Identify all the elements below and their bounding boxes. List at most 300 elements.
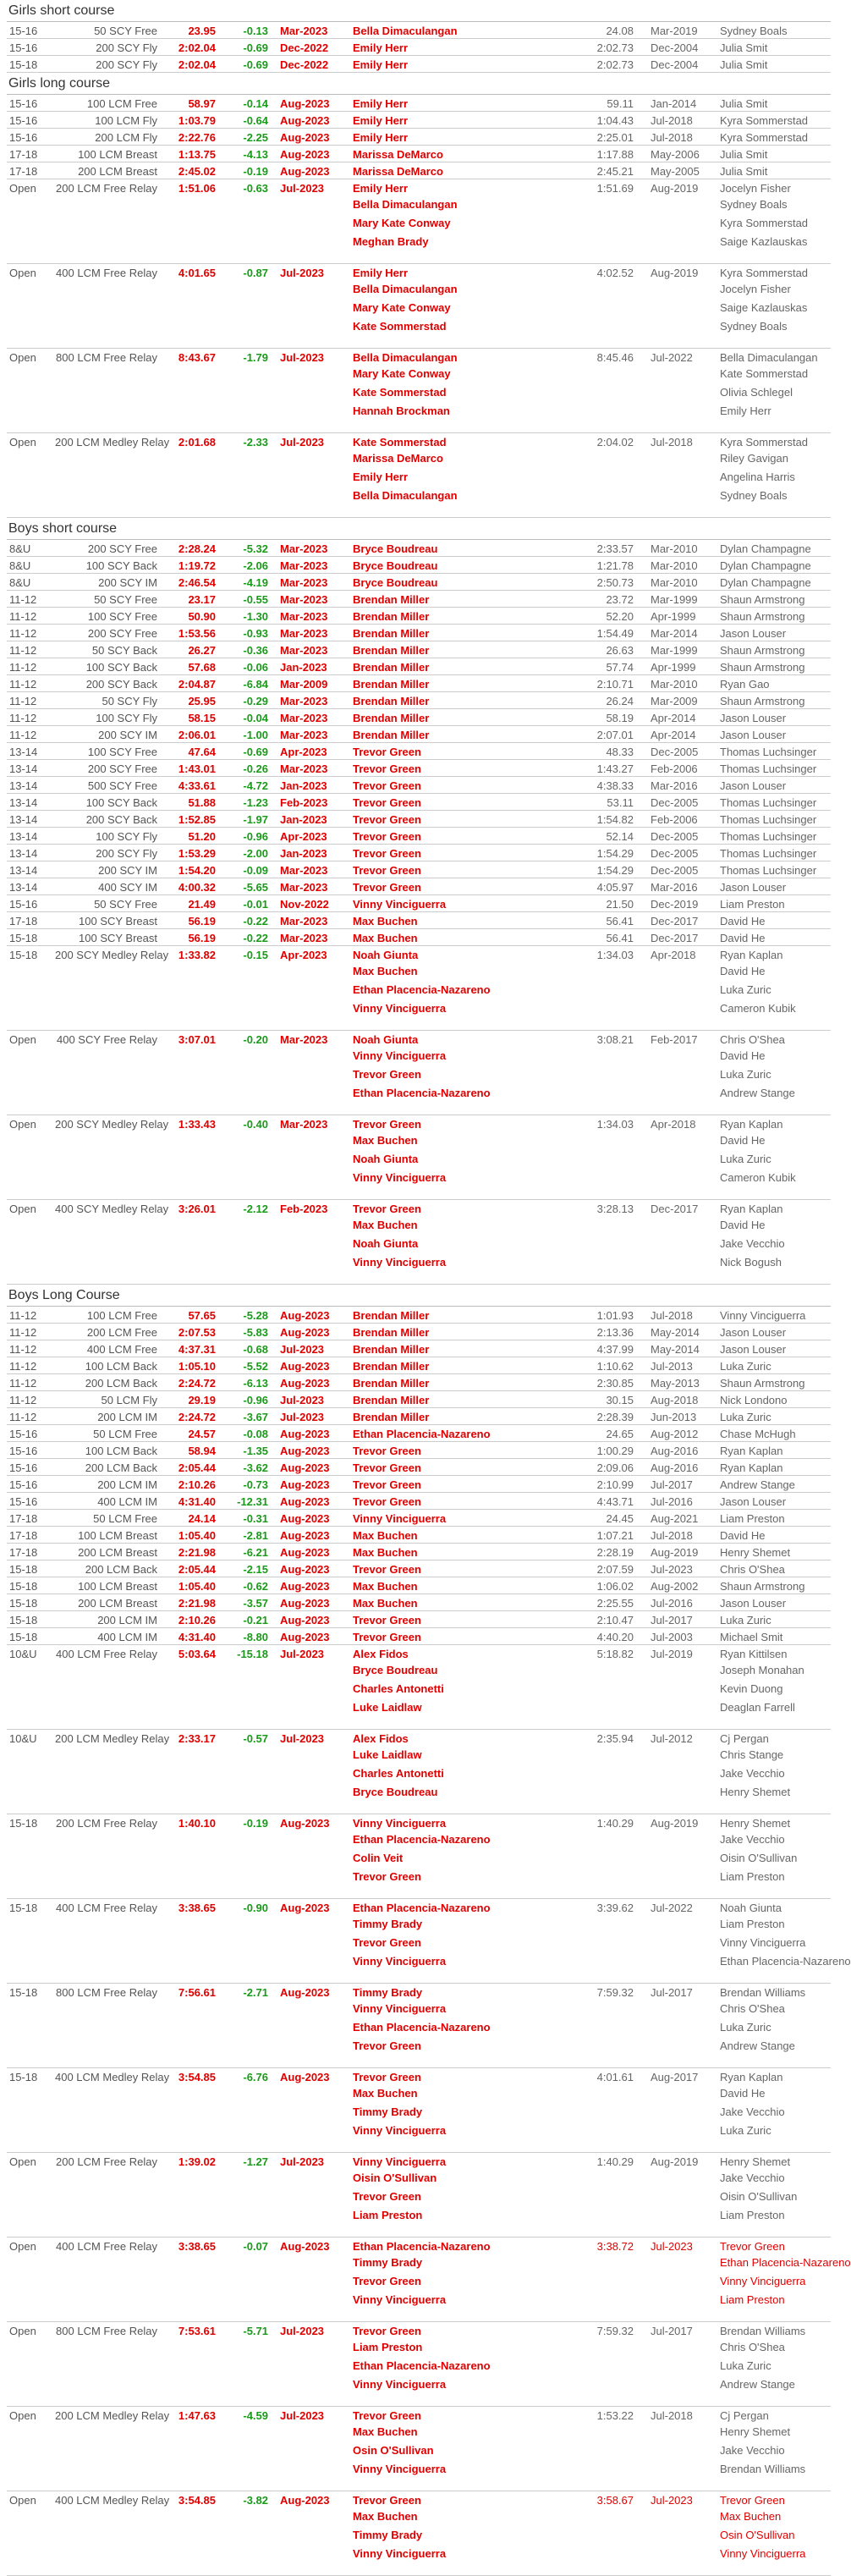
record-swimmers <box>341 829 559 844</box>
age-group: 15-16 <box>9 1445 38 1457</box>
previous-time: 2:07.01 <box>596 729 634 741</box>
record-swimmers <box>341 58 559 72</box>
swimmer-name: Bryce Boudreau <box>353 542 438 555</box>
event-name: 800 LCM Free Relay <box>56 1986 157 1999</box>
previous-swimmers <box>710 130 828 145</box>
previous-swimmer-name: Liam Preston <box>720 1512 785 1525</box>
swimmer-name: Brendan Miller <box>353 627 430 640</box>
record-time: 2:24.72 <box>178 1411 216 1423</box>
previous-swimmer-name: Andrew Stange <box>720 1087 795 1099</box>
previous-time: 2:30.85 <box>596 1377 634 1390</box>
record-time: 56.19 <box>188 915 216 927</box>
record-date: Aug-2023 <box>280 1546 330 1559</box>
age-group: 15-18 <box>9 2071 38 2083</box>
record-row <box>7 591 831 608</box>
age-group: 8&U <box>9 542 31 555</box>
event-name: 200 LCM Free <box>86 1326 157 1339</box>
previous-swimmer-name: Shaun Armstrong <box>720 661 805 674</box>
previous-swimmers <box>710 164 828 179</box>
previous-swimmer-name: Deaglan Farrell <box>720 1701 795 1714</box>
record-date: Jul-2023 <box>280 2409 325 2422</box>
previous-time: 4:38.33 <box>596 779 634 792</box>
time-improvement: -2.33 <box>243 436 268 449</box>
event-name: 200 SCY Free <box>87 627 157 640</box>
record-date: Feb-2023 <box>280 1203 328 1215</box>
previous-swimmer-name: Jason Louser <box>720 1495 787 1508</box>
age-group: 17-18 <box>9 915 38 927</box>
record-row <box>7 1459 831 1476</box>
previous-swimmer-name: Jake Vecchio <box>720 2171 785 2184</box>
swimmer-name: Trevor Green <box>353 2190 421 2203</box>
swimmer-name: Timmy Brady <box>353 1986 423 1999</box>
previous-swimmer-name: Sydney Boals <box>720 320 788 333</box>
previous-swimmers <box>710 1325 828 1340</box>
swimmer-name: Trevor Green <box>353 830 421 843</box>
record-date: Jan-2023 <box>280 779 327 792</box>
time-improvement: -0.40 <box>243 1118 268 1131</box>
previous-time: 1:43.27 <box>596 762 634 775</box>
record-swimmers <box>341 1579 559 1593</box>
previous-time: 3:38.72 <box>596 2240 634 2253</box>
swimmer-name: Vinny Vinciguerra <box>353 1817 447 1830</box>
previous-swimmers <box>710 1511 828 1526</box>
record-time: 2:01.68 <box>178 436 216 449</box>
previous-time: 24.45 <box>606 1512 634 1525</box>
previous-swimmer-name: Liam Preston <box>720 898 785 911</box>
record-time: 1:39.02 <box>178 2155 216 2168</box>
record-date: Jul-2023 <box>280 1411 325 1423</box>
previous-swimmer-name: Ethan Placencia-Nazareno <box>720 1955 851 1968</box>
swimmer-name: Vinny Vinciguerra <box>353 2155 447 2168</box>
previous-time: 26.24 <box>606 695 634 707</box>
previous-swimmer-name: Jake Vecchio <box>720 2444 785 2457</box>
record-swimmers <box>341 609 559 624</box>
time-improvement: -3.57 <box>243 1597 268 1610</box>
record-date: Feb-2023 <box>280 796 328 809</box>
swimmer-name: Mary Kate Conway <box>353 217 451 229</box>
previous-swimmer-name: Ryan Kaplan <box>720 1203 783 1215</box>
previous-swimmers <box>710 1202 828 1272</box>
record-swimmers <box>341 1376 559 1390</box>
record-swimmers <box>341 1410 559 1424</box>
swimmer-name: Alex Fidos <box>353 1732 409 1745</box>
record-row <box>7 760 831 777</box>
swimmer-name: Trevor Green <box>353 847 421 860</box>
event-name: 100 SCY Free <box>87 610 157 623</box>
time-improvement: -0.90 <box>243 1902 268 1914</box>
record-time: 2:07.53 <box>178 1326 216 1339</box>
age-group: 11-12 <box>9 1411 37 1423</box>
age-group: 17-18 <box>9 1529 38 1542</box>
event-name: 100 LCM Back <box>85 1445 157 1457</box>
previous-swimmer-name: Kate Sommerstad <box>720 367 809 380</box>
record-swimmers <box>341 846 559 861</box>
event-name: 200 LCM Breast <box>78 1597 157 1610</box>
event-name: 50 LCM Fly <box>101 1394 157 1406</box>
record-swimmers <box>341 2155 559 2225</box>
previous-swimmers <box>710 1731 828 1802</box>
age-group: 15-18 <box>9 1580 38 1593</box>
previous-date: Dec-2005 <box>651 864 699 877</box>
record-swimmers <box>341 626 559 641</box>
record-date: Aug-2023 <box>280 1309 330 1322</box>
record-date: Nov-2022 <box>280 898 329 911</box>
previous-date: Jul-2022 <box>651 351 693 364</box>
record-swimmers <box>341 1545 559 1560</box>
record-time: 2:02.04 <box>178 41 216 54</box>
previous-swimmer-name: Thomas Luchsinger <box>720 813 817 826</box>
swimmer-name: Vinny Vinciguerra <box>353 2547 447 2560</box>
record-row <box>7 2237 851 2322</box>
swimmer-name: Brendan Miller <box>353 661 430 674</box>
swimmer-name: Brendan Miller <box>353 1360 430 1373</box>
previous-date: Aug-2016 <box>651 1445 699 1457</box>
time-improvement: -4.19 <box>243 576 268 589</box>
previous-swimmers <box>710 113 828 128</box>
swimmer-name: Noah Giunta <box>353 1237 419 1250</box>
record-time: 2:02.04 <box>178 58 216 71</box>
previous-swimmers <box>710 1630 828 1644</box>
section-title: Boys short course <box>7 518 831 540</box>
previous-swimmers <box>710 694 828 708</box>
event-name: 50 SCY Back <box>91 644 157 657</box>
previous-swimmers <box>710 350 828 421</box>
event-name: 200 SCY IM <box>98 576 157 589</box>
swimmer-name: Charles Antonetti <box>353 1682 444 1695</box>
record-date: Mar-2023 <box>280 25 328 37</box>
previous-time: 52.20 <box>606 610 634 623</box>
previous-swimmer-name: Brendan Williams <box>720 1986 806 1999</box>
record-date: Aug-2023 <box>280 1461 330 1474</box>
record-time: 4:01.65 <box>178 267 216 279</box>
previous-time: 3:58.67 <box>596 2494 634 2507</box>
record-row <box>7 1115 831 1200</box>
time-improvement: -0.31 <box>243 1512 268 1525</box>
swimmer-name: Ethan Placencia-Nazareno <box>353 2021 491 2034</box>
swimmer-name: Brendan Miller <box>353 695 430 707</box>
previous-swimmer-name: Vinny Vinciguerra <box>720 1309 806 1322</box>
previous-date: Mar-1999 <box>651 593 698 606</box>
previous-swimmers <box>710 24 828 38</box>
record-time: 1:05.10 <box>178 1360 216 1373</box>
previous-swimmers <box>710 1816 828 1886</box>
record-time: 1:05.40 <box>178 1580 216 1593</box>
swimmer-name: Brendan Miller <box>353 1326 430 1339</box>
record-swimmers <box>341 542 559 556</box>
section-title: Girls short course <box>7 0 831 22</box>
previous-swimmer-name: Jake Vecchio <box>720 1833 785 1846</box>
swimmer-name: Brendan Miller <box>353 678 430 691</box>
previous-date: Jan-2014 <box>651 97 697 110</box>
previous-date: Jul-2017 <box>651 1986 693 1999</box>
event-name: 200 LCM Medley Relay <box>55 1732 170 1745</box>
previous-swimmer-name: Jocelyn Fisher <box>720 182 791 195</box>
event-name: 100 SCY Back <box>85 559 157 572</box>
previous-date: Jul-2022 <box>651 1902 693 1914</box>
swimmer-name: Max Buchen <box>353 1580 418 1593</box>
time-improvement: -3.82 <box>243 2494 268 2507</box>
swimmer-name: Brendan Miller <box>353 1394 430 1406</box>
previous-swimmer-name: David He <box>720 1219 766 1231</box>
swimmer-name: Emily Herr <box>353 267 409 279</box>
event-name: 50 SCY Free <box>94 593 157 606</box>
swimmer-name: Brendan Miller <box>353 1309 430 1322</box>
age-group: 11-12 <box>9 1309 37 1322</box>
previous-date: Feb-2006 <box>651 762 698 775</box>
previous-swimmer-name: Saige Kazlauskas <box>720 235 808 248</box>
record-date: Aug-2023 <box>280 1563 330 1576</box>
time-improvement: -8.80 <box>243 1631 268 1643</box>
record-time: 1:19.72 <box>178 559 216 572</box>
record-row <box>7 845 831 861</box>
record-time: 3:38.65 <box>178 2240 216 2253</box>
record-row <box>7 878 831 895</box>
time-improvement: -3.62 <box>243 1461 268 1474</box>
record-date: Mar-2023 <box>280 864 328 877</box>
previous-swimmer-name: Kyra Sommerstad <box>720 217 809 229</box>
previous-time: 4:02.52 <box>596 267 634 279</box>
previous-swimmer-name: Vinny Vinciguerra <box>720 2547 806 2560</box>
swimmer-name: Bryce Boudreau <box>353 559 438 572</box>
record-date: Aug-2023 <box>280 2240 330 2253</box>
previous-swimmers <box>710 812 828 827</box>
previous-swimmer-name: Julia Smit <box>720 58 768 71</box>
record-row <box>7 1307 831 1324</box>
previous-time: 8:45.46 <box>596 351 634 364</box>
age-group: 10&U <box>9 1648 37 1660</box>
swimmer-name: Vinny Vinciguerra <box>353 2293 447 2306</box>
age-group: Open <box>9 436 36 449</box>
previous-date: May-2014 <box>651 1326 700 1339</box>
record-swimmers <box>341 2408 559 2479</box>
record-time: 51.20 <box>188 830 216 843</box>
record-time: 4:31.40 <box>178 1495 216 1508</box>
previous-swimmers <box>710 829 828 844</box>
record-time: 3:38.65 <box>178 1902 216 1914</box>
record-time: 57.65 <box>188 1309 216 1322</box>
event-name: 200 LCM Free Relay <box>56 182 157 195</box>
record-row <box>7 709 831 726</box>
previous-swimmer-name: Ryan Gao <box>720 678 770 691</box>
age-group: 15-16 <box>9 1478 38 1491</box>
previous-swimmer-name: Andrew Stange <box>720 1478 795 1491</box>
event-name: 50 SCY Free <box>94 25 157 37</box>
swimmer-name: Ethan Placencia-Nazareno <box>353 1902 491 1914</box>
record-time: 3:54.85 <box>178 2494 216 2507</box>
record-time: 58.15 <box>188 712 216 724</box>
previous-swimmers <box>710 2408 828 2479</box>
record-date: Aug-2023 <box>280 1986 330 1999</box>
previous-date: Mar-2009 <box>651 695 698 707</box>
record-date: Aug-2023 <box>280 1529 330 1542</box>
time-improvement: -5.28 <box>243 1309 268 1322</box>
previous-time: 2:02.73 <box>596 41 634 54</box>
record-swimmers <box>341 880 559 894</box>
swimmer-name: Marissa DeMarco <box>353 452 443 465</box>
record-date: Aug-2023 <box>280 1512 330 1525</box>
record-time: 7:56.61 <box>178 1986 216 1999</box>
previous-swimmer-name: Riley Gavigan <box>720 452 788 465</box>
record-date: Aug-2023 <box>280 1377 330 1390</box>
previous-time: 1:54.29 <box>596 864 634 877</box>
record-time: 47.64 <box>188 746 216 758</box>
record-row <box>7 1984 831 2068</box>
previous-time: 59.11 <box>607 97 634 110</box>
previous-date: Aug-2002 <box>651 1580 699 1593</box>
event-name: 100 SCY Breast <box>79 915 157 927</box>
previous-date: Apr-1999 <box>651 610 696 623</box>
time-improvement: -0.19 <box>243 1817 268 1830</box>
previous-date: Mar-2014 <box>651 627 698 640</box>
previous-swimmer-name: Shaun Armstrong <box>720 593 805 606</box>
swimmer-name: Vinny Vinciguerra <box>353 1955 447 1968</box>
time-improvement: -0.29 <box>243 695 268 707</box>
previous-time: 1:34.03 <box>596 1118 634 1131</box>
record-swimmers <box>341 1117 559 1187</box>
record-row <box>7 1560 831 1577</box>
event-name: 200 SCY IM <box>98 729 157 741</box>
swimmer-name: Trevor Green <box>353 762 421 775</box>
event-name: 200 LCM Back <box>85 1563 157 1576</box>
previous-swimmer-name: Henry Shemet <box>720 2155 791 2168</box>
previous-time: 2:07.59 <box>596 1563 634 1576</box>
record-date: Jul-2023 <box>280 2325 325 2337</box>
swimmer-name: Trevor Green <box>353 881 421 894</box>
time-improvement: -1.00 <box>243 729 268 741</box>
record-row <box>7 1408 831 1425</box>
time-improvement: -0.68 <box>243 1343 268 1356</box>
record-date: Jul-2023 <box>280 1648 325 1660</box>
previous-swimmer-name: David He <box>720 915 766 927</box>
swimmer-name: Trevor Green <box>353 864 421 877</box>
swimmer-name: Trevor Green <box>353 1614 421 1627</box>
swimmer-name: Timmy Brady <box>353 2256 423 2269</box>
swimmer-name: Hannah Brockman <box>353 405 450 417</box>
record-row <box>7 56 831 73</box>
time-improvement: -5.83 <box>243 1326 268 1339</box>
swimmer-name: Trevor Green <box>353 1870 421 1883</box>
age-group: 11-12 <box>9 593 37 606</box>
event-name: 200 SCY Fly <box>96 847 157 860</box>
age-group: 15-18 <box>9 1563 38 1576</box>
previous-date: Jul-2017 <box>651 1614 693 1627</box>
record-swimmers <box>341 948 559 1018</box>
record-row <box>7 1425 831 1442</box>
record-date: Jul-2023 <box>280 267 325 279</box>
record-row <box>7 1594 831 1611</box>
record-swimmers <box>341 2070 559 2140</box>
previous-swimmers <box>710 1117 828 1187</box>
time-improvement: -3.67 <box>243 1411 268 1423</box>
record-date: Mar-2023 <box>280 881 328 894</box>
record-time: 1:13.75 <box>178 148 216 161</box>
record-swimmers <box>341 914 559 928</box>
previous-swimmers <box>710 2239 851 2309</box>
previous-swimmer-name: Saige Kazlauskas <box>720 301 808 314</box>
swimmer-name: Vinny Vinciguerra <box>353 1171 447 1184</box>
record-swimmers <box>341 812 559 827</box>
record-swimmers <box>341 435 559 505</box>
previous-time: 4:40.20 <box>596 1631 634 1643</box>
previous-swimmers <box>710 96 828 111</box>
time-improvement: -0.57 <box>243 1732 268 1745</box>
previous-swimmer-name: Trevor Green <box>720 2494 785 2507</box>
time-improvement: -0.93 <box>243 627 268 640</box>
record-swimmers <box>341 181 559 251</box>
previous-swimmer-name: Chris Stange <box>720 1748 784 1761</box>
previous-time: 1:40.29 <box>596 1817 634 1830</box>
previous-date: Mar-2010 <box>651 559 698 572</box>
previous-swimmers <box>710 1444 828 1458</box>
previous-time: 2:10.71 <box>596 678 634 691</box>
record-swimmers <box>341 643 559 658</box>
previous-swimmers <box>710 728 828 742</box>
record-row <box>7 946 831 1031</box>
previous-swimmers <box>710 1579 828 1593</box>
swimmer-name: Trevor Green <box>353 1068 421 1081</box>
record-row <box>7 1476 831 1493</box>
previous-swimmer-name: Shaun Armstrong <box>720 1377 805 1390</box>
record-swimmers <box>341 559 559 573</box>
previous-date: Aug-2021 <box>651 1512 699 1525</box>
event-name: 100 LCM Breast <box>78 1529 157 1542</box>
record-swimmers <box>341 660 559 674</box>
previous-time: 2:25.55 <box>596 1597 634 1610</box>
record-time: 2:06.01 <box>178 729 216 741</box>
previous-swimmer-name: Luka Zuric <box>720 1068 771 1081</box>
previous-swimmer-name: Nick Londono <box>720 1394 788 1406</box>
swimmer-name: Ethan Placencia-Nazareno <box>353 2359 491 2372</box>
age-group: Open <box>9 267 36 279</box>
previous-swimmers <box>710 931 828 945</box>
previous-time: 2:25.01 <box>596 131 634 144</box>
swimmer-name: Emily Herr <box>353 58 409 71</box>
previous-swimmer-name: Kevin Duong <box>720 1682 783 1695</box>
record-date: Aug-2023 <box>280 1360 330 1373</box>
record-date: Jan-2023 <box>280 813 327 826</box>
previous-date: Aug-2019 <box>651 267 699 279</box>
record-time: 2:46.54 <box>178 576 216 589</box>
swimmer-name: Emily Herr <box>353 471 409 483</box>
previous-swimmer-name: Jason Louser <box>720 1597 787 1610</box>
previous-swimmer-name: Jason Louser <box>720 881 787 894</box>
record-date: Dec-2022 <box>280 58 329 71</box>
swimmer-name: Trevor Green <box>353 1461 421 1474</box>
record-row <box>7 608 831 625</box>
record-swimmers <box>341 1342 559 1357</box>
time-improvement: -5.52 <box>243 1360 268 1373</box>
time-improvement: -0.36 <box>243 644 268 657</box>
previous-time: 2:35.94 <box>596 1732 634 1745</box>
previous-swimmers <box>710 147 828 162</box>
record-date: Aug-2023 <box>280 114 330 127</box>
previous-swimmer-name: Luka Zuric <box>720 2021 771 2034</box>
previous-swimmer-name: David He <box>720 1529 766 1542</box>
previous-swimmer-name: Andrew Stange <box>720 2039 795 2052</box>
previous-date: Dec-2005 <box>651 746 699 758</box>
record-time: 1:05.40 <box>178 1529 216 1542</box>
record-row <box>7 2322 831 2407</box>
record-swimmers <box>341 1478 559 1492</box>
previous-time: 2:09.06 <box>596 1461 634 1474</box>
record-row <box>7 658 831 675</box>
time-improvement: -1.27 <box>243 2155 268 2168</box>
event-name: 50 LCM Free <box>93 1428 157 1440</box>
swimmer-name: Ethan Placencia-Nazareno <box>353 1087 491 1099</box>
previous-swimmer-name: Julia Smit <box>720 165 768 178</box>
swimmer-name: Vinny Vinciguerra <box>353 1512 447 1525</box>
swimmer-name: Brendan Miller <box>353 644 430 657</box>
